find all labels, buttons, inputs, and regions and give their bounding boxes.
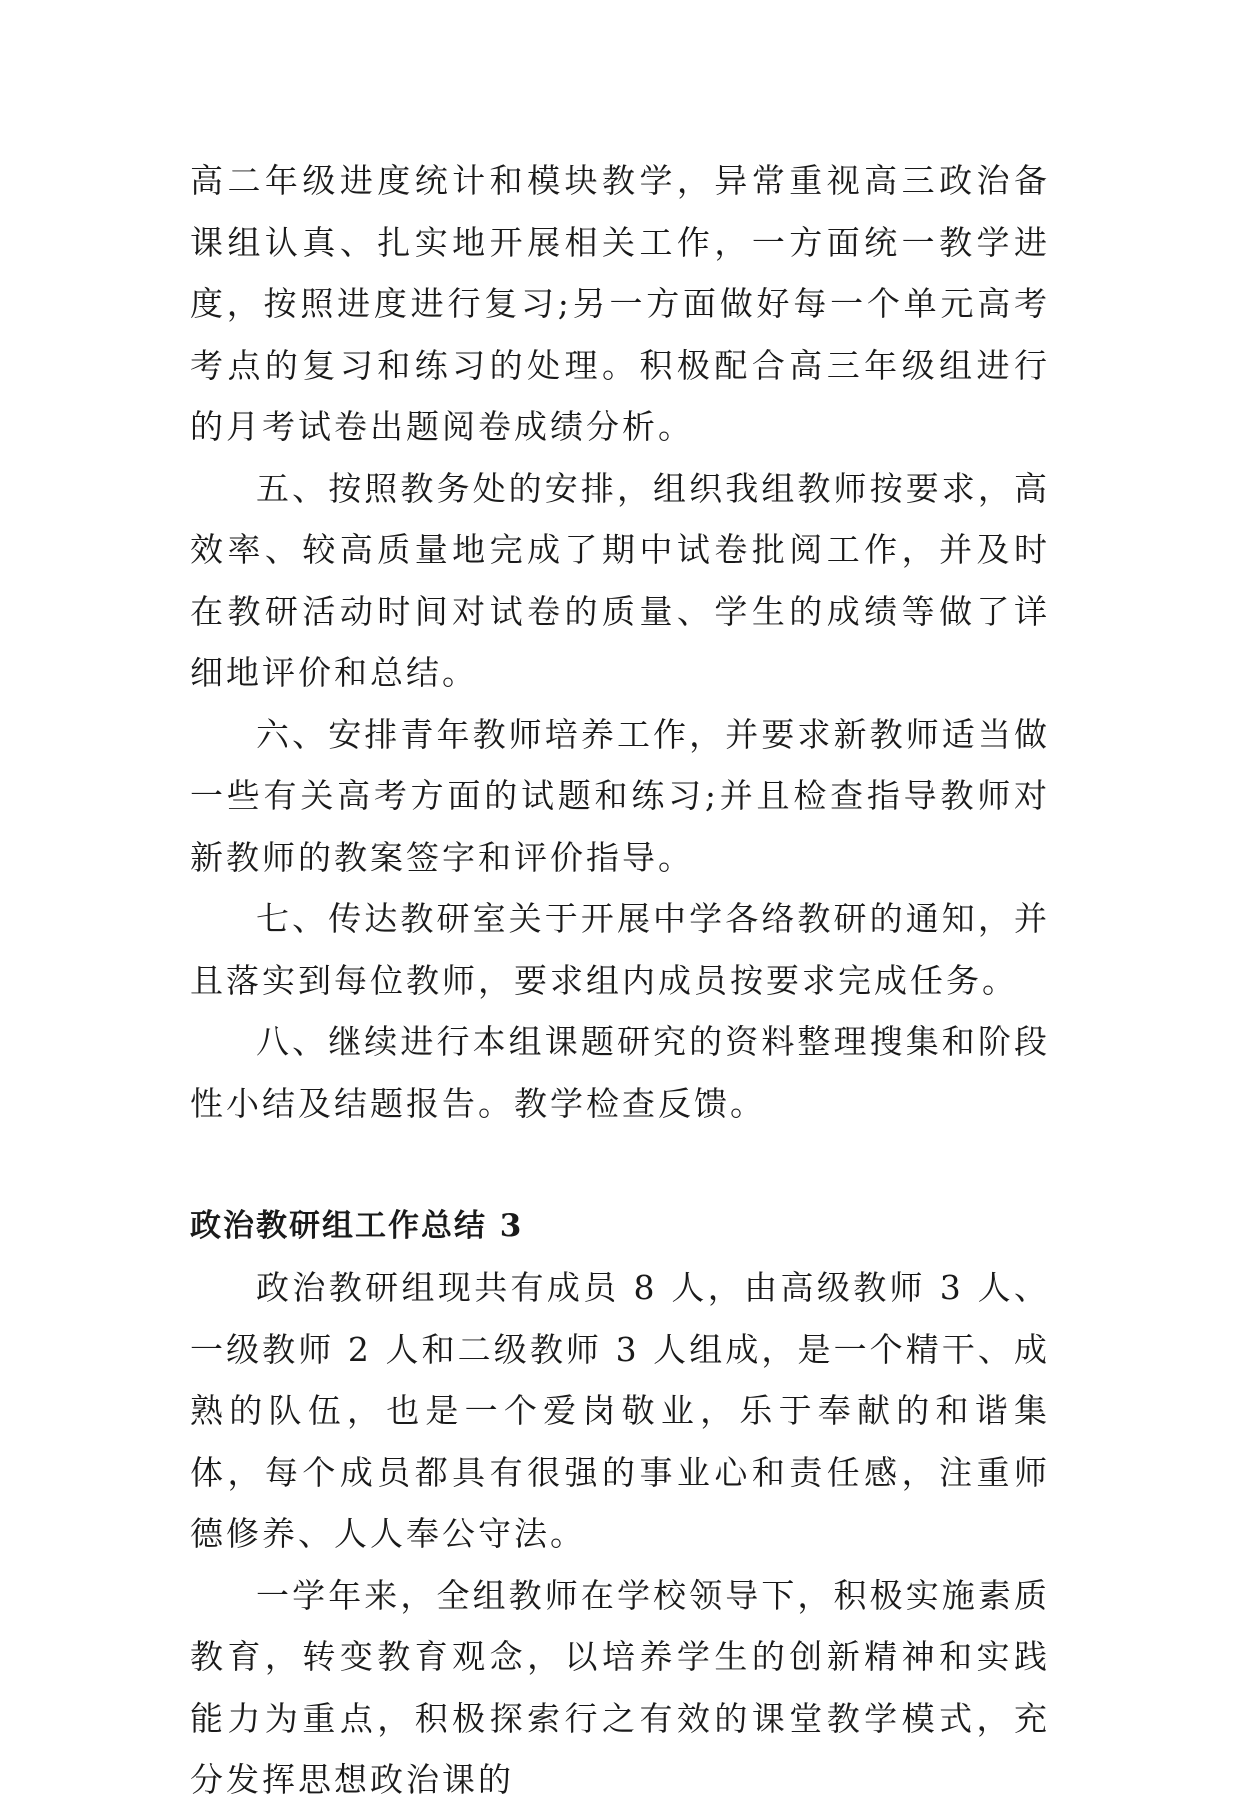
document-body bbox=[190, 150, 1050, 1811]
paragraph-continuation: 高二年级进度统计和模块教学，异常重视高三政治备课组认真、扎实地开展相关工作，一方面统一教学进度，按照进度进行复习;另一方面做好每一个单元高考考点的复习和练习的处理。积极配合高三年级组进行的月考试卷出题阅卷成绩分析。 bbox=[190, 161, 1050, 446]
paragraph-team-intro: 政治教研组现共有成员 8 人，由高级教师 3 人、一级教师 2 人和二级教师 3 人组成，是一个精干、成熟的队伍，也是一个爱岗敬业，乐于奉献的和谐集体，每个成员都具有很强的事业心和责任感，注重师德修养、人人奉公守法。 bbox=[190, 1268, 1050, 1553]
section-spacer bbox=[190, 1134, 1050, 1196]
paragraph-item-eight: 八、继续进行本组课题研究的资料整理搜集和阶段性小结及结题报告。教学检查反馈。 bbox=[190, 1022, 1050, 1123]
paragraph-item-five: 五、按照教务处的安排，组织我组教师按要求，高效率、较高质量地完成了期中试卷批阅工作，并及时在教研活动时间对试卷的质量、学生的成绩等做了详细地评价和总结。 bbox=[190, 468, 1050, 692]
section-title: 政治教研组工作总结 3 bbox=[190, 1207, 524, 1244]
paragraph-item-six: 六、安排青年教师培养工作，并要求新教师适当做一些有关高考方面的试题和练习;并且检查指导教师对新教师的教案签字和评价指导。 bbox=[190, 714, 1050, 877]
paragraph-item-seven: 七、传达教研室关于开展中学各络教研的通知，并且落实到每位教师，要求组内成员按要求完成任务。 bbox=[190, 899, 1050, 1000]
paragraph-year-review: 一学年来，全组教师在学校领导下，积极实施素质教育，转变教育观念，以培养学生的创新精神和实践能力为重点，积极探索行之有效的课堂教学模式，充分发挥思想政治课的 bbox=[190, 1575, 1050, 1799]
